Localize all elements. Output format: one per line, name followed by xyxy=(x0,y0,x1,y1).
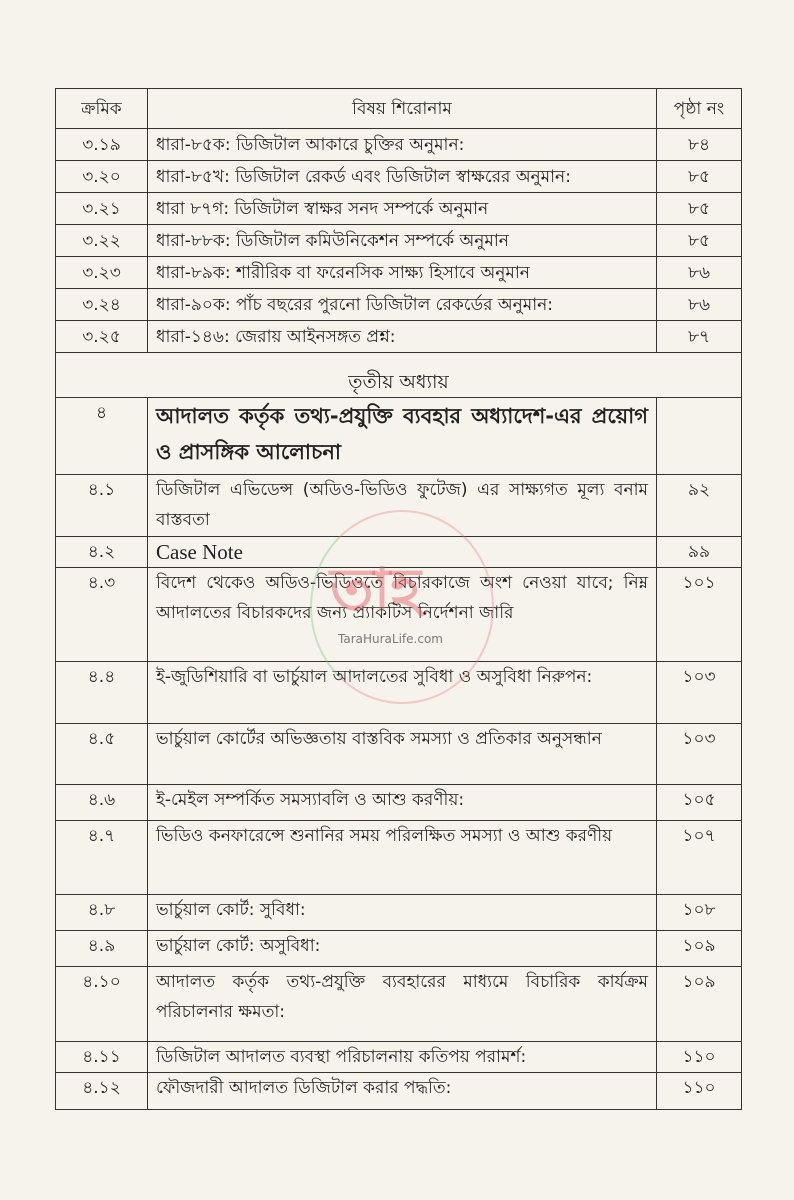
table-row xyxy=(56,724,742,785)
serial-number: ৪.৬ xyxy=(56,785,148,821)
page-number: ১০৭ xyxy=(657,821,742,895)
table-row xyxy=(56,821,742,895)
serial-number: ৪.৮ xyxy=(56,895,148,931)
subject-title: ভার্চুয়াল কোর্ট: সুবিধা: xyxy=(148,895,657,931)
page-number: ৮৪ xyxy=(657,129,742,161)
serial-number: ৪.১০ xyxy=(56,967,148,1042)
subject-title: বিদেশ থেকেও অডিও-ভিডিওতে বিচারকাজে অংশ নেওয়া যাবে; নিম্ন আদালতের বিচারকদের জন্য প্র্যাকটিস নির্দেশনা জারি xyxy=(148,568,657,662)
page-number: ১০৩ xyxy=(657,662,742,724)
subject-title: ভিডিও কনফারেন্সে শুনানির সময় পরিলক্ষিত সমস্যা ও আশু করণীয় xyxy=(148,821,657,895)
serial-header: ক্রমিক xyxy=(56,89,148,129)
page-number: ৮৫ xyxy=(657,225,742,257)
page-number: ৮৬ xyxy=(657,257,742,289)
page-number: ১০৫ xyxy=(657,785,742,821)
serial-number: ৩.২৫ xyxy=(56,321,148,353)
table-row xyxy=(56,161,742,193)
page-number: ১১০ xyxy=(657,1073,742,1110)
serial-number: ৪.৪ xyxy=(56,662,148,724)
serial-number: ৩.২১ xyxy=(56,193,148,225)
page-number: ৮৫ xyxy=(657,161,742,193)
page-header: পৃষ্ঠা নং xyxy=(657,89,742,129)
table-row xyxy=(56,398,742,475)
table-row xyxy=(56,967,742,1042)
subject-header: বিষয় শিরোনাম xyxy=(148,89,657,129)
page-number: ১০১ xyxy=(657,568,742,662)
page-number: ৯২ xyxy=(657,475,742,537)
subject-title: ই-মেইল সম্পর্কিত সমস্যাবলি ও আশু করণীয়: xyxy=(148,785,657,821)
header-row xyxy=(56,89,742,129)
page-number: ৮৭ xyxy=(657,321,742,353)
page-number: ৮৫ xyxy=(657,193,742,225)
page-number: ৯৯ xyxy=(657,537,742,568)
page-number: ১০৩ xyxy=(657,724,742,785)
page-number xyxy=(657,398,742,475)
subject-title: ধারা-৮৮ক: ডিজিটাল কমিউনিকেশন সম্পর্কে অনুমান xyxy=(148,225,657,257)
serial-number: ৩.১৯ xyxy=(56,129,148,161)
subject-title: ডিজিটাল এভিডেন্স (অডিও-ভিডিও ফুটেজ) এর সাক্ষ্যগত মূল্য বনাম বাস্তবতা xyxy=(148,475,657,537)
subject-title: ভার্চুয়াল কোর্ট: অসুবিধা: xyxy=(148,931,657,967)
serial-number: ৪.১২ xyxy=(56,1073,148,1110)
table-row xyxy=(56,193,742,225)
table-row xyxy=(56,475,742,537)
table-row xyxy=(56,1042,742,1073)
subject-title: Case Note xyxy=(148,537,657,568)
page-number: ১০৮ xyxy=(657,895,742,931)
subject-title: ধারা-১৪৬: জেরায় আইনসঙ্গত প্রশ্ন: xyxy=(148,321,657,353)
page-number: ৮৬ xyxy=(657,289,742,321)
serial-number: ৩.২০ xyxy=(56,161,148,193)
table-row xyxy=(56,895,742,931)
subject-title: ধারা-৮৫খ: ডিজিটাল রেকর্ড এবং ডিজিটাল স্বাক্ষরের অনুমান: xyxy=(148,161,657,193)
table-row xyxy=(56,289,742,321)
subject-title: ই-জুডিশিয়ারি বা ভার্চুয়াল আদালতের সুবিধা ও অসুবিধা নিরুপন: xyxy=(148,662,657,724)
subject-title: ধারা-৯০ক: পাঁচ বছরের পুরনো ডিজিটাল রেকর্ডের অনুমান: xyxy=(148,289,657,321)
subject-title: ধারা ৮৭গ: ডিজিটাল স্বাক্ষর সনদ সম্পর্কে অনুমান xyxy=(148,193,657,225)
serial-number: ৩.২৪ xyxy=(56,289,148,321)
chapter-heading: তৃতীয় অধ্যায় xyxy=(56,353,742,398)
subject-title: ফৌজদারী আদালত ডিজিটাল করার পদ্ধতি: xyxy=(148,1073,657,1110)
watermark-logo: তাহ xyxy=(330,555,421,623)
subject-title: আদালত কর্তৃক তথ্য-প্রযুক্তি ব্যবহারের মাধ্যমে বিচারিক কার্যক্রম পরিচালনার ক্ষমতা: xyxy=(148,967,657,1042)
serial-number: ৪.১১ xyxy=(56,1042,148,1073)
serial-number: ৪.৭ xyxy=(56,821,148,895)
page-number: ১১০ xyxy=(657,1042,742,1073)
table-row xyxy=(56,257,742,289)
subject-title: ভার্চুয়াল কোর্টের অভিজ্ঞতায় বাস্তবিক সমস্যা ও প্রতিকার অনুসন্ধান xyxy=(148,724,657,785)
serial-number: ৪.৯ xyxy=(56,931,148,967)
table-row xyxy=(56,1073,742,1110)
table-row xyxy=(56,662,742,724)
serial-number: ৪ xyxy=(56,398,148,475)
serial-number: ৪.৫ xyxy=(56,724,148,785)
subject-title: ডিজিটাল আদালত ব্যবস্থা পরিচালনায় কতিপয় পরামর্শ: xyxy=(148,1042,657,1073)
serial-number: ৪.২ xyxy=(56,537,148,568)
table-row xyxy=(56,321,742,353)
table-row xyxy=(56,931,742,967)
subject-title: ধারা-৮৫ক: ডিজিটাল আকারে চুক্তির অনুমান: xyxy=(148,129,657,161)
serial-number: ৩.২২ xyxy=(56,225,148,257)
table-row xyxy=(56,129,742,161)
page-number: ১০৯ xyxy=(657,931,742,967)
serial-number: ৪.৩ xyxy=(56,568,148,662)
chapter-heading-row xyxy=(56,353,742,398)
serial-number: ৪.১ xyxy=(56,475,148,537)
page-number: ১০৯ xyxy=(657,967,742,1042)
serial-number: ৩.২৩ xyxy=(56,257,148,289)
subject-title: আদালত কর্তৃক তথ্য-প্রযুক্তি ব্যবহার অধ্যাদেশ-এর প্রয়োগ ও প্রাসঙ্গিক আলোচনা xyxy=(148,398,657,475)
table-row xyxy=(56,225,742,257)
subject-title: ধারা-৮৯ক: শারীরিক বা ফরেনসিক সাক্ষ্য হিসাবে অনুমান xyxy=(148,257,657,289)
table-row xyxy=(56,785,742,821)
watermark-site: TaraHuraLife.com xyxy=(338,632,443,646)
